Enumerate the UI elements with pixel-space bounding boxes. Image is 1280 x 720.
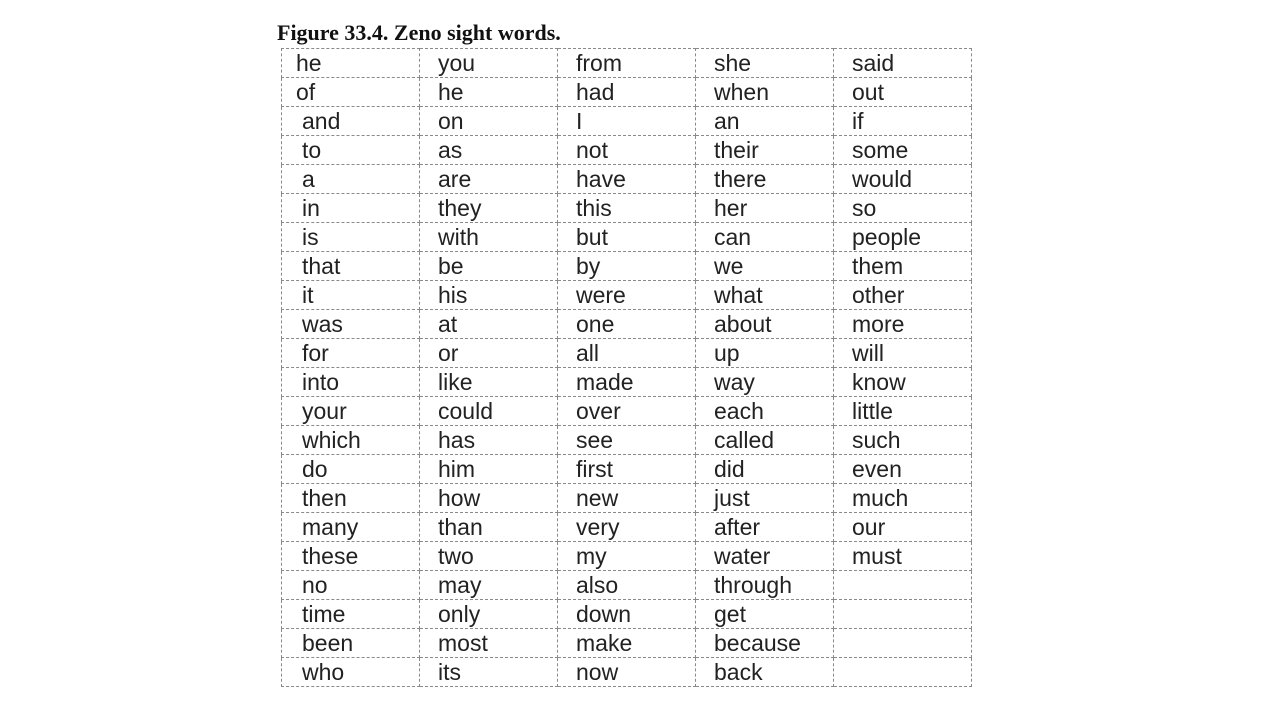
table-row	[282, 49, 972, 78]
table-row	[282, 397, 972, 426]
table-row	[282, 281, 972, 310]
word-cell: were	[558, 281, 696, 310]
word-cell: he	[282, 49, 420, 78]
table-row	[282, 194, 972, 223]
word-cell: its	[420, 658, 558, 687]
word-cell: who	[282, 658, 420, 687]
word-cell: first	[558, 455, 696, 484]
table-row	[282, 600, 972, 629]
word-cell: only	[420, 600, 558, 629]
word-cell: very	[558, 513, 696, 542]
word-cell: could	[420, 397, 558, 426]
word-cell: is	[282, 223, 420, 252]
word-cell: their	[696, 136, 834, 165]
word-cell: up	[696, 339, 834, 368]
word-cell: them	[834, 252, 972, 281]
word-cell: because	[696, 629, 834, 658]
table-row	[282, 223, 972, 252]
word-cell: many	[282, 513, 420, 542]
word-cell: how	[420, 484, 558, 513]
table-row	[282, 629, 972, 658]
word-cell: when	[696, 78, 834, 107]
word-cell: be	[420, 252, 558, 281]
word-cell: people	[834, 223, 972, 252]
word-cell: back	[696, 658, 834, 687]
word-cell: time	[282, 600, 420, 629]
word-cell: water	[696, 542, 834, 571]
word-cell: may	[420, 571, 558, 600]
word-cell: two	[420, 542, 558, 571]
table-row	[282, 455, 972, 484]
word-cell: can	[696, 223, 834, 252]
word-cell: much	[834, 484, 972, 513]
word-cell: like	[420, 368, 558, 397]
table-row	[282, 339, 972, 368]
word-cell: most	[420, 629, 558, 658]
word-cell: had	[558, 78, 696, 107]
word-cell: these	[282, 542, 420, 571]
word-cell: what	[696, 281, 834, 310]
word-cell: other	[834, 281, 972, 310]
word-cell: little	[834, 397, 972, 426]
word-cell: there	[696, 165, 834, 194]
word-cell: him	[420, 455, 558, 484]
word-cell: I	[558, 107, 696, 136]
word-cell: of	[282, 78, 420, 107]
word-cell: he	[420, 78, 558, 107]
word-cell: new	[558, 484, 696, 513]
sight-words-table	[281, 48, 972, 687]
word-cell: a	[282, 165, 420, 194]
word-cell: have	[558, 165, 696, 194]
word-cell: then	[282, 484, 420, 513]
table-row	[282, 252, 972, 281]
word-cell: are	[420, 165, 558, 194]
word-cell: his	[420, 281, 558, 310]
word-cell	[834, 600, 972, 629]
word-cell: at	[420, 310, 558, 339]
word-cell: my	[558, 542, 696, 571]
word-cell: even	[834, 455, 972, 484]
word-cell: down	[558, 600, 696, 629]
word-cell: get	[696, 600, 834, 629]
word-cell: that	[282, 252, 420, 281]
word-cell: after	[696, 513, 834, 542]
table-row	[282, 484, 972, 513]
word-cell: you	[420, 49, 558, 78]
word-cell: to	[282, 136, 420, 165]
word-cell: they	[420, 194, 558, 223]
word-cell	[834, 629, 972, 658]
word-cell: no	[282, 571, 420, 600]
word-cell: been	[282, 629, 420, 658]
word-cell: into	[282, 368, 420, 397]
table-row	[282, 368, 972, 397]
word-cell: know	[834, 368, 972, 397]
word-cell: as	[420, 136, 558, 165]
table-row	[282, 136, 972, 165]
word-cell: through	[696, 571, 834, 600]
word-cell: said	[834, 49, 972, 78]
word-cell: an	[696, 107, 834, 136]
word-cell: or	[420, 339, 558, 368]
word-cell: now	[558, 658, 696, 687]
word-cell: just	[696, 484, 834, 513]
table-row	[282, 165, 972, 194]
word-cell: will	[834, 339, 972, 368]
word-cell: such	[834, 426, 972, 455]
table-row	[282, 310, 972, 339]
word-cell: must	[834, 542, 972, 571]
table-row	[282, 426, 972, 455]
word-cell: it	[282, 281, 420, 310]
word-cell: for	[282, 339, 420, 368]
word-cell: but	[558, 223, 696, 252]
word-cell: if	[834, 107, 972, 136]
word-cell: your	[282, 397, 420, 426]
word-cell: she	[696, 49, 834, 78]
table-row	[282, 658, 972, 687]
word-cell: this	[558, 194, 696, 223]
word-cell: her	[696, 194, 834, 223]
word-cell: our	[834, 513, 972, 542]
table-row	[282, 513, 972, 542]
word-cell: out	[834, 78, 972, 107]
word-cell: also	[558, 571, 696, 600]
table-row	[282, 542, 972, 571]
word-cell: not	[558, 136, 696, 165]
figure-caption: Figure 33.4. Zeno sight words.	[277, 20, 561, 45]
word-cell: in	[282, 194, 420, 223]
word-cell: one	[558, 310, 696, 339]
word-cell: we	[696, 252, 834, 281]
word-cell: than	[420, 513, 558, 542]
word-cell: do	[282, 455, 420, 484]
table-row	[282, 78, 972, 107]
table-row	[282, 107, 972, 136]
word-cell: each	[696, 397, 834, 426]
word-cell: by	[558, 252, 696, 281]
word-cell: which	[282, 426, 420, 455]
word-cell: did	[696, 455, 834, 484]
word-cell: made	[558, 368, 696, 397]
word-cell: has	[420, 426, 558, 455]
word-cell: was	[282, 310, 420, 339]
word-cell: over	[558, 397, 696, 426]
word-cell: way	[696, 368, 834, 397]
word-cell: make	[558, 629, 696, 658]
word-cell: would	[834, 165, 972, 194]
word-cell	[834, 571, 972, 600]
word-cell: called	[696, 426, 834, 455]
word-cell: from	[558, 49, 696, 78]
word-cell: on	[420, 107, 558, 136]
word-cell: and	[282, 107, 420, 136]
word-cell: with	[420, 223, 558, 252]
word-cell: more	[834, 310, 972, 339]
word-cell: see	[558, 426, 696, 455]
word-cell: about	[696, 310, 834, 339]
word-cell	[834, 658, 972, 687]
sight-words-table-body	[282, 49, 972, 687]
table-row	[282, 571, 972, 600]
word-cell: all	[558, 339, 696, 368]
word-cell: so	[834, 194, 972, 223]
word-cell: some	[834, 136, 972, 165]
